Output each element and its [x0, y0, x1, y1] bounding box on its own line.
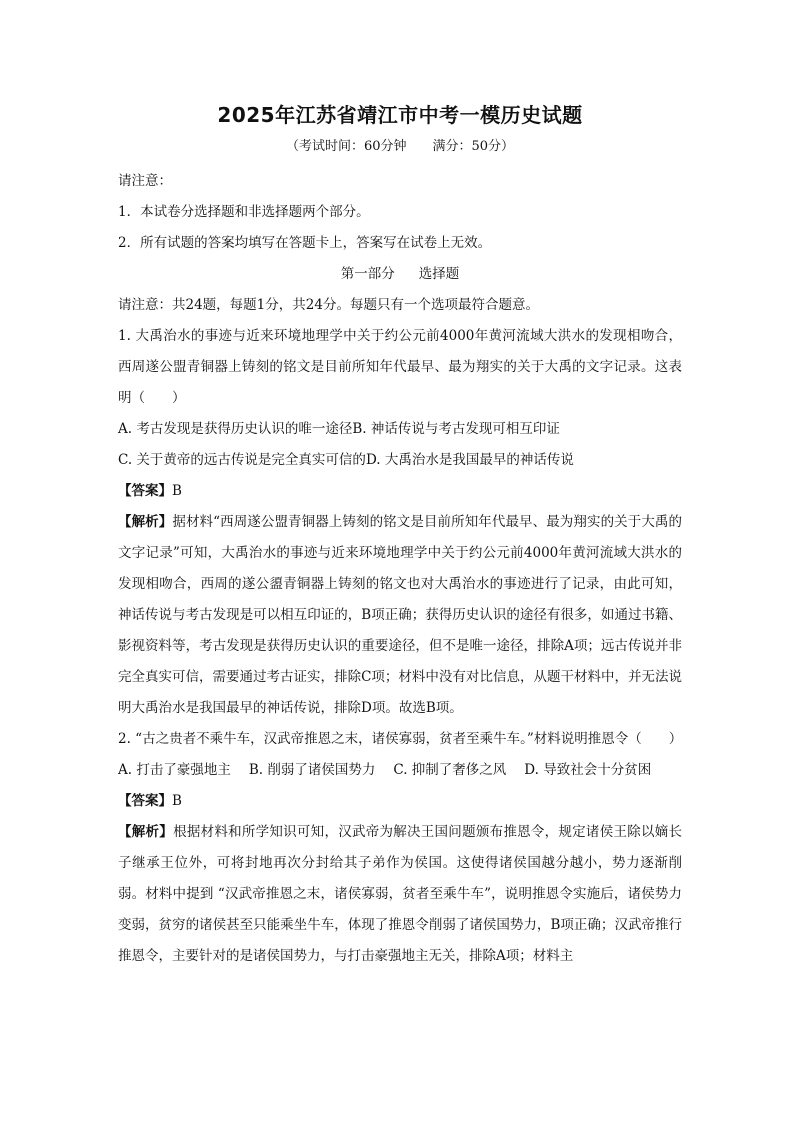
section-part: 第一部分 — [340, 266, 395, 282]
question-1-options-row-2 — [118, 445, 682, 476]
question-2-answer — [118, 786, 682, 817]
analysis-text: 根据材料和所学知识可知，汉武帝为解决王国问题颁布推恩令，规定诸侯王除以嫡长子继承王位外，可将封地再次分封给其子弟作为侯国。这使得诸侯国越分越小，势力逐渐削弱。材料中提到 “汉武帝推恩之末，诸侯寡弱，贫者至乘牛车”，说明推恩令实施后，诸侯势力变弱，贫穷的诸侯甚至只能乘坐牛车，体现了推恩令削弱了诸侯国势力，B项正确；汉武帝推行推恩令，主要针对的是诸侯国势力，与打击豪强地主无关，排除A项；材料主 — [118, 824, 683, 964]
question-2-option-d: D. 导致社会十分贫困 — [524, 762, 652, 778]
question-1-analysis — [118, 507, 682, 724]
exam-full-score: 满分：50分） — [432, 139, 515, 154]
analysis-text: 据材料“西周遂公盟青铜器上铸刻的铭文是目前所知年代最早、最为翔实的关于大禹的文字记录”可知，大禹治水的事迹与近来环境地理学中关于约公元前4000年黄河流域大洪水的发现相吻合，西周的遂公盨青铜器上铸刻的铭文也对大禹治水的事迹进行了记录，由此可知，神话传说与考古发现是可以相互印证的，B项正确；获得历史认识的途径有很多，如通过书籍、影视资料等，考古发现是获得历史认识的重要途径，但不是唯一途径，排除A项；远古传说并非完全真实可信，需要通过考古证实，排除C项；材料中没有对比信息，从题干材料中，并无法说明大禹治水是我国最早的神话传说，排除D项。故选B项。 — [118, 514, 683, 716]
exam-time: （考试时间：60分钟 — [285, 139, 407, 154]
question-1-stem: 1. 大禹治水的事迹与近来环境地理学中关于约公元前4000年黄河流域大洪水的发现相吻合，西周遂公盟青铜器上铸刻的铭文是目前所知年代最早、最为翔实的关于大禹的文字记录。这表明（ ） — [118, 328, 682, 406]
answer-tag: 【答案】 — [118, 793, 172, 809]
section-name: 选择题 — [418, 266, 460, 282]
section-heading — [118, 259, 682, 290]
question-2-analysis — [118, 817, 682, 972]
question-1-option-b: B. 神话传说与考古发现可相互印证 — [352, 421, 560, 437]
answer-value: B — [172, 483, 182, 499]
notice-label: 请注意： — [118, 173, 172, 189]
question-2-option-c: C. 抑制了奢侈之风 — [393, 762, 507, 778]
question-2-options — [118, 755, 682, 786]
answer-value: B — [172, 793, 182, 809]
answer-tag: 【答案】 — [118, 483, 172, 499]
question-2-option-a: A. 打击了豪强地主 — [118, 762, 231, 778]
question-1-option-a: A. 考古发现是获得历史认识的唯一途径 — [118, 421, 353, 437]
notice-item-1: 1．本试卷分选择题和非选择题两个部分。 — [118, 204, 370, 220]
notice-item-2: 2．所有试题的答案均填写在答题卡上，答案写在试卷上无效。 — [118, 235, 492, 251]
question-1-options-row-1 — [118, 414, 682, 445]
analysis-tag: 【解析】 — [118, 824, 174, 840]
document-title: 2025年江苏省靖江市中考一模历史试题 — [217, 103, 583, 127]
analysis-tag: 【解析】 — [118, 514, 173, 530]
exam-info — [118, 136, 682, 158]
question-1-option-d: D. 大禹治水是我国最早的神话传说 — [365, 452, 574, 468]
question-1-answer — [118, 476, 682, 507]
question-1-option-c: C. 关于黄帝的远古传说是完全真实可信的 — [118, 452, 366, 468]
question-2-stem: 2. “古之贵者不乘牛车，汉武帝推恩之末，诸侯寡弱，贫者至乘牛车。”材料说明推恩令（ ） — [118, 731, 683, 747]
question-2-option-b: B. 削弱了诸侯国势力 — [248, 762, 376, 778]
section-note: 请注意：共24题，每题1分，共24分。每题只有一个选项最符合题意。 — [118, 297, 539, 313]
